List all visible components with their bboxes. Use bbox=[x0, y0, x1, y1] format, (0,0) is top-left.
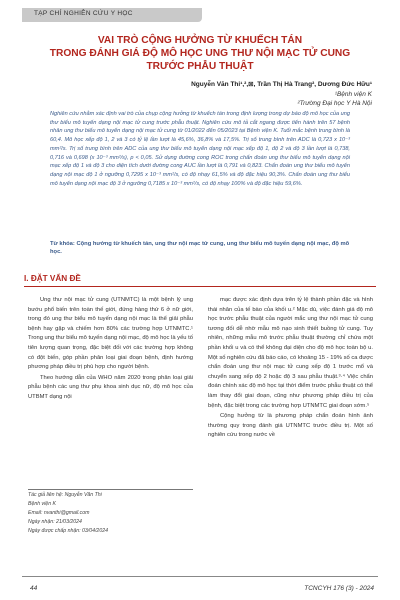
author-names: Nguyễn Văn Thi¹,²,⊠, Trần Thị Hà Trang², Dương Đức Hữu¹ bbox=[191, 81, 372, 88]
body-paragraph: mạc được xác định dựa trên tỷ lệ thành phần đặc và hình thái nhân của tế bào của khối u.² Mặc dù, việc đánh giá độ mô học trước phẫu thuật của người mắc ung thư nội mạc tử cung tương đối dễ nhờ mẫu mô nạo sinh thiết buồng tử cung. Tuy nhiên, những mẫu mô trước phẫu thuật thường chỉ chứa một phần khối u và có thể không đại diện cho độ mô học toàn bộ u. Một số nghiên cứu đã báo cáo, có khoảng 15 - 19% số ca được chẩn đoán ung thư nội mạc tử cung xếp độ 1 trước mổ và chuyển sang xếp độ 2 hoặc độ 3 sau phẫu thuật.³·⁴ Việc chẩn đoán chính xác độ mô học tại thời điểm trước phẫu thuật có thể làm thay đổi giai đoạn, cũng như phương pháp điều trị của bệnh, đặc biệt trong các trường hợp UTNMTC giai đoạn sớm.⁵ bbox=[208, 297, 373, 409]
footnote-author: Tác giả liên hệ: Nguyễn Văn Thi bbox=[28, 492, 102, 498]
body-column-left bbox=[28, 296, 193, 404]
body-paragraph: Theo hướng dẫn của WHO năm 2020 trong phân loại giải phẫu bệnh các ung thư phụ khoa sinh dục nữ, độ mô học của UTBMT dạng nội bbox=[28, 374, 193, 400]
journal-name: TẠP CHÍ NGHIÊN CỨU Y HỌC bbox=[34, 10, 133, 17]
journal-issue: TCNCYH 176 (3) - 2024 bbox=[304, 585, 374, 592]
correspondence-footnote bbox=[28, 491, 193, 536]
article-title bbox=[28, 34, 372, 73]
affiliation-1: ¹Bệnh viện K bbox=[334, 90, 372, 98]
keywords-label: Từ khóa: bbox=[50, 241, 75, 247]
affiliation-2: ²Trường Đại học Y Hà Nội bbox=[297, 100, 372, 107]
footnote-institution: Bệnh viện K bbox=[28, 501, 56, 507]
title-line-3: TRƯỚC PHẪU THUẬT bbox=[146, 61, 254, 72]
footnote-email: Email: nvanthi@gmail.com bbox=[28, 510, 90, 516]
keywords bbox=[50, 240, 350, 257]
keywords-text: Cộng hưởng từ khuếch tán, ung thư nội mạc tử cung, ung thư biểu mô tuyến dạng nội mạc, độ mô học. bbox=[50, 241, 350, 256]
footnote-accepted: Ngày được chấp nhận: 03/04/2024 bbox=[28, 528, 108, 534]
body-paragraph: Ung thư nội mạc tử cung (UTNMTC) là một bệnh lý ung bướu phổ biến trên toàn thế giới, đứng hàng thứ 6 ở nữ giới, trong đó ung thư biểu mô tuyến dạng nội mạc là thể giải phẫu bệnh hay gặp và chiếm hơn 80% các trường hợp UTNMTC.¹ Trong ung thư biểu mô tuyến dạng nội mạc, độ mô học là yếu tố tiên lượng quan trọng, đặc biệt đối với các trường hợp không có đột biến, góp phần phân loại giai đoạn bệnh, định hướng phương pháp điều trị phù hợp cho người bệnh. bbox=[28, 297, 193, 371]
footnote-divider bbox=[28, 489, 193, 490]
author-block bbox=[191, 80, 372, 109]
page-number: 44 bbox=[30, 585, 38, 592]
section-heading: I. ĐẶT VẤN ĐỀ bbox=[24, 274, 81, 283]
title-line-1: VAI TRÒ CỘNG HƯỞNG TỪ KHUẾCH TÁN bbox=[97, 35, 303, 46]
abstract-text: Nghiên cứu nhằm xác định vai trò của chụp cộng hưởng từ khuếch tán trong định lượng trong dự báo độ mô học của ung thư biểu mô tuyến dạng nội mạc tử cung trước phẫu thuật. Nghiên cứu mô tả cắt ngang được tiến hành trên 57 bệnh nhân ung thư biểu mô tuyến dạng nội mạc tử cung từ 01/2022 đến 05/2023 tại Bệnh viện K. Tuổi mắc bệnh trung bình là 60,4. Mô học xếp độ 1, 2 và 3 có tỷ lệ lần lượt là 45,6%, 36,8% và 17,5%. Trị số trung bình trên ADC là 0,723 x 10⁻³ mm²/s. Trị số trung bình trên ADC của ung thư biểu mô tuyến dạng nội mạc xếp độ 1, độ 2 và độ 3 lần lượt là 0,738, 0,716 và 0,698 (x 10⁻³ mm²/s), p < 0,05. Sử dụng đường cong ROC trong chẩn đoán ung thư biểu mô tuyến dạng nội mạc xếp độ 1 và độ 3 cho diện tích dưới đường cong AUC lần lượt là 0,791 và 0,823. Chẩn đoán ung thư biểu mô tuyến dạng nội mạc độ 1 ở ngưỡng 0,7295 x 10⁻³ mm²/s, có độ nhạy 61,5% và độ đặc hiệu 90,3%. Chẩn đoán ung thư biểu mô tuyến dạng nội mạc độ 3 ở ngưỡng 0,7185 x 10⁻³ mm²/s, có độ nhạy 100% và độ đặc hiệu 59,6%. bbox=[50, 111, 350, 187]
footer-divider bbox=[22, 576, 378, 577]
title-line-2: TRONG ĐÁNH GIÁ ĐỘ MÔ HỌC UNG THƯ NỘI MẠC TỬ CUNG bbox=[49, 48, 351, 59]
footnote-received: Ngày nhận: 21/03/2024 bbox=[28, 519, 82, 525]
body-column-right bbox=[208, 296, 373, 442]
body-paragraph: Cộng hưởng từ là phương pháp chẩn đoán hình ảnh thường quy trong đánh giá UTNMTC trước điều trị. Một số nghiên cứu trong nước về bbox=[208, 413, 373, 439]
section-divider bbox=[24, 286, 376, 287]
